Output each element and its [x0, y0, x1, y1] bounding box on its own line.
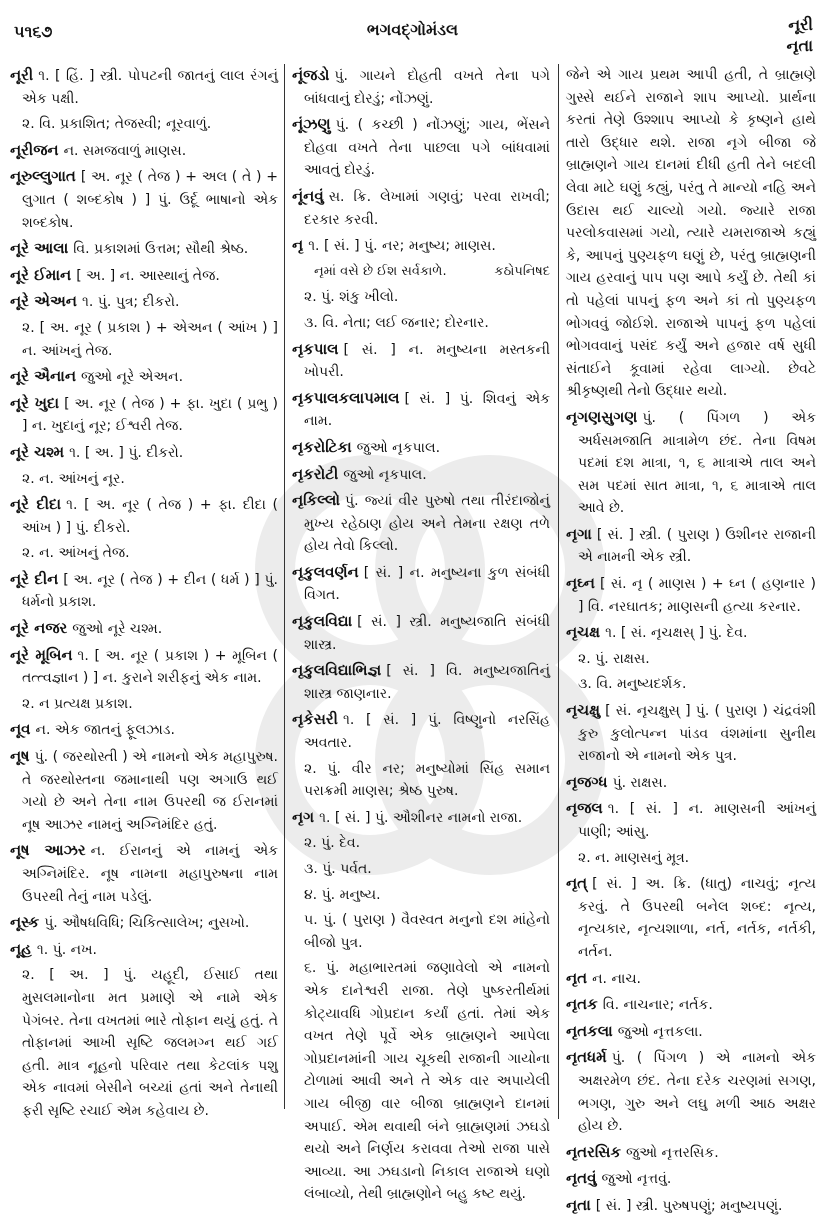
- headword: નૃકુલવિદ્યા: [292, 612, 353, 631]
- definition-text: ૪. પું. મનુષ્ય.: [304, 886, 381, 903]
- definition-text: ૫. પું. ( પુરાણ ) વૈવસ્વત મનુનો દશ માંહેનો બીજો પુત્ર.: [304, 912, 550, 951]
- definition-text: ૧. [ સં. ] ન. માણસની આંખનું પાણી; આંસુ.: [578, 801, 816, 840]
- definition-text: જુઓ નૃત્તવું.: [601, 1171, 672, 1188]
- dictionary-entry: [10, 290, 278, 314]
- entry-sense: [292, 884, 550, 907]
- headword: નૂરે ઐનાન: [10, 367, 77, 386]
- definition-text: ૨. પું. દેવ.: [304, 835, 361, 852]
- column-divider: [558, 64, 559, 1119]
- definition-text: જુઓ નૂરે એઅન.: [81, 369, 184, 386]
- definition-text: વિ. પ્રકાશમાં ઉત્તમ; સૌથી શ્રેષ્ઠ.: [73, 241, 249, 258]
- headword: નૂહ: [10, 939, 32, 958]
- dictionary-entry: [10, 839, 278, 908]
- definition-text: ૧. [ સં. ] પું. ઔશીનર નામનો રાજા.: [319, 809, 523, 826]
- headword: નૂંઝણુ: [292, 115, 331, 134]
- dictionary-entry: [10, 365, 278, 389]
- headword: નૃકેસરી: [292, 710, 338, 729]
- definition-text: ન. નાચ.: [592, 970, 641, 987]
- dictionary-entry: [292, 659, 550, 705]
- definition-text: પું. ( કચ્છી ) નોંઝણું; ગાય, ભેંસને દોહવા વખતે તેના પાછલા પગે બાંધવામાં આવતું દોરડું.: [304, 117, 550, 179]
- definition-text: ૨. ન. આંખનું તેજ.: [22, 545, 130, 562]
- headword: નૃગણસુગણ: [566, 407, 638, 426]
- definition-text: પું. રાક્ષસ.: [612, 774, 668, 791]
- definition-text: ૨. ન પ્રત્યક્ષ પ્રકાશ.: [22, 695, 133, 712]
- entry-sense: [292, 909, 550, 954]
- headword: નૂરે આલા: [10, 239, 69, 258]
- quotation-text: નૃમાં વસે છે ઈશ સર્વકાળે.: [314, 263, 447, 279]
- definition-text: ૨. ન. માણસનું મૂત્ર.: [578, 849, 690, 866]
- dictionary-entry: [10, 644, 278, 690]
- entry-sense: [292, 286, 550, 309]
- definition-text: પું. ( પિંગળ ) એક અર્ધસમજાતિ માત્રામેળ છંદ. તેના વિષમ પદમાં દશ માત્રા, ૧, ૬ માત્રાએ તાલ અને સમ પદમાં સાત માત્રા, ૧, ૬ માત્રાએ તાલ આવે છે.: [578, 409, 816, 517]
- dictionary-entry: [566, 1167, 816, 1191]
- dictionary-entry: [292, 463, 550, 487]
- headword: નૃચક્ષ: [566, 623, 601, 642]
- dictionary-entry: [10, 441, 278, 465]
- definition-text: ૬. પું. મહાભારતમાં જણાવેલો એ નામનો એક દાનેશ્વરી રાજા. તેણે પુષ્કરતીર્થમાં કોટ્યાવધિ ગોપ્રદાન કર્યાં હતાં. તેમાં એક વખત તેણે પૂર્વે એક બ્રાહ્મણને આપેલા ગોપ્રદાનમાંની ગાય ચૂકથી રાજાની ગાયોના ટોળામાં આવી અને તે એક વાર અપાયેલી ગાય બીજી વાર બીજા બ્રાહ્મણને દાનમાં અપાઈ. એમ થવાથી બંને બ્રાહ્મણમાં ઝઘડો થયો અને નિર્ણય કરાવવા તેઓ રાજા પાસે આવ્યા. આ ઝઘડાનો નિકાલ રાજાએ ઘણો લંબાવ્યો, તેથી બ્રાહ્મણોને બહુ કષ્ટ થયું.: [304, 960, 550, 1203]
- headword: નૃકપાલકલાપમાલ: [292, 388, 400, 407]
- definition-text: [ સં. નૃ ( માણસ ) + ઘ્ન ( હણનાર ) ] વિ. નરઘાતક; માણસની હત્યા કરનાર.: [578, 576, 816, 615]
- dictionary-entry: [292, 436, 550, 460]
- headword: નૃતરસિક: [566, 1142, 622, 1161]
- definition-text: ૨. ન. આંખનું નૂર.: [22, 470, 125, 487]
- definition-text: ૨. પું. રાક્ષસ.: [578, 650, 650, 667]
- entry-sense: [292, 858, 550, 881]
- quotation-source: કઠોપનિષદ: [494, 263, 550, 279]
- definition-text: ૨. પું. શંકુ ખીલો.: [304, 289, 399, 306]
- dictionary-entry: [566, 1020, 816, 1044]
- dictionary-entry: [292, 489, 550, 558]
- headword: નૃકરોટિકા: [292, 437, 352, 456]
- dictionary-entry: [292, 387, 550, 433]
- dictionary-entry: [10, 617, 278, 641]
- headword: નૃતા: [566, 1195, 591, 1214]
- dictionary-entry: [10, 237, 278, 261]
- definition-text: [ સં. ] સ્ત્રી. મનુષ્યજાતિ સંબંધી શાસ્ત્ર.: [304, 614, 550, 653]
- definition-text: ૧. [ સં. ] પું. નર; મનુષ્ય; માણસ.: [308, 238, 496, 255]
- headword: નૂરે મૂબિન: [10, 645, 73, 664]
- headword: નૃતકલા: [566, 1021, 613, 1040]
- headword: નૂસ્ક: [10, 913, 40, 932]
- dictionary-entry: [566, 872, 816, 963]
- dictionary-entry: [292, 185, 550, 231]
- headword: નૂરે ઈમાન: [10, 265, 72, 284]
- definition-text: ૧. [ હિં. ] સ્ત્રી. પોપટની જાતનું લાલ રંગનું એક પક્ષી.: [22, 68, 278, 107]
- headword: નૃગા: [566, 524, 592, 543]
- headword: નૂરે દીન: [10, 569, 59, 588]
- headword: નૂવ: [10, 720, 31, 739]
- entry-continuation: [566, 64, 816, 403]
- guide-word-first: નૂરી: [788, 15, 813, 34]
- definition-text: [ અ. નૂર ( તેજ ) + ફા. ખુદા ( પ્રભુ ) ] ન. ખુદાનું નૂર; ઈશ્વરી તેજ.: [22, 395, 278, 435]
- headword: નૂંજડો: [292, 66, 330, 84]
- definition-text: ૧. [ સં. નૃચક્ષસ્ ] પું. દેવ.: [605, 625, 748, 642]
- definition-text: ૩. પું. પર્વત.: [304, 861, 372, 877]
- column-1: [10, 64, 278, 1126]
- dictionary-entry: [292, 610, 550, 656]
- entry-sense: [292, 832, 550, 855]
- definition-text: પું. ઔષધવિધિ; ચિકિત્સાલેખ; નુસખો.: [44, 915, 250, 932]
- definition-text: જુઓ નૂરે ચશ્મ.: [72, 621, 163, 638]
- headword: નૂરે એઅન: [10, 292, 77, 311]
- definition-text: [ સં. નૃચક્ષુસ્ ] પું. ( પુરાણ ) ચંદ્રવંશી કુરુ કુલોત્પન્ન પાંડવ વંશમાંના સુનીથ રાજાનો એ નામનો એક પુત્ર.: [578, 703, 816, 765]
- entry-sense: [10, 317, 278, 362]
- headword: નૃતવું: [566, 1169, 597, 1188]
- entry-sense: [10, 468, 278, 491]
- dictionary-entry: [292, 338, 550, 384]
- dictionary-entry: [292, 806, 550, 830]
- definition-text: ૧. પું. પુત્ર; દીકરો.: [81, 294, 180, 311]
- entry-sense: [10, 113, 278, 136]
- headword: નૃકરોટી: [292, 464, 339, 483]
- headword: નૃત્: [566, 874, 588, 893]
- headword: નૃજગ્ધ: [566, 772, 608, 791]
- dictionary-entry: [10, 938, 278, 962]
- dictionary-entry: [10, 911, 278, 935]
- definition-text: ૧. [ અ. નૂર ( તેજ ) + ફા. દીદા ( આંખ ) ] પું. દીકરો.: [22, 497, 278, 536]
- headword: નૂરે ખુદા: [10, 393, 60, 412]
- definition-text: પું. જ્યાં વીર પુરુષો તથા તીરંદાજોનું મુખ્ય રહેઠાણ હોય અને તેમના રક્ષણ તળે હોય તેવો કિલ્લો.: [304, 493, 550, 555]
- entry-sense: [292, 312, 550, 335]
- column-divider: [284, 64, 285, 1109]
- headword: નૃતક: [566, 995, 598, 1014]
- definition-text: સ. ક્રિ. લેખામાં ગણવું; પરવા રાખવી; દરકાર કરવી.: [304, 188, 550, 228]
- guide-words: [787, 14, 813, 56]
- definition-text: [ સં. ] ન. મનુષ્યના કુળ સંબંધી વિગત.: [304, 564, 550, 604]
- entry-sense: [10, 964, 278, 1122]
- dictionary-entry: [566, 523, 816, 569]
- dictionary-entry: [566, 993, 816, 1017]
- headword: નૂરીજન: [10, 140, 59, 159]
- entry-sense: [292, 957, 550, 1206]
- dictionary-entry: [566, 1141, 816, 1165]
- definition-text: ન. ઈરાનનું એ નામનું એક અગ્નિમંદિર. નૂષ નામના મહાપુરુષના નામ ઉપરથી તેનું નામ પડેલું.: [22, 843, 278, 905]
- definition-text: ૩. વિ. નેતા; લઈ જનાર; દોરનાર.: [304, 314, 489, 331]
- definition-text: ૧. [ અ. નૂર ( પ્રકાશ ) + મૂબિન ( તત્ત્વજ્ઞાન ) ] ન. કુરાને શરીફનું એક નામ.: [22, 647, 278, 687]
- definition-text: ન. સમજવાળું માણસ.: [63, 142, 187, 159]
- headword: નૂરુલ્લુગાત: [10, 167, 76, 186]
- headword: નૃકપાલ: [292, 339, 339, 358]
- dictionary-entry: [566, 1046, 816, 1137]
- definition-text: પું. ( પિંગળ ) એ નામનો એક અક્ષરમેળ છંદ. તેના દરેક ચરણમાં સગણ, ભગણ, ગુરુ અને લઘુ મળી આઠ અક્ષર હોય છે.: [578, 1050, 816, 1135]
- definition-text: [ સં. ] પું. શિવનું એક નામ.: [304, 390, 550, 430]
- definition-text: ૧. પું. નખ.: [36, 941, 97, 958]
- headword: નૃગ: [292, 807, 315, 826]
- headword: નૂંનવું: [292, 186, 324, 205]
- headword: નૃકુલવિદ્યાભિજ્ઞ: [292, 661, 382, 680]
- column-2: [292, 64, 550, 1209]
- dictionary-entry: [292, 561, 550, 607]
- dictionary-entry: [566, 699, 816, 768]
- definition-text: વિ. નાચનાર; નર્તક.: [602, 997, 713, 1014]
- headword: નૂરે નજર: [10, 619, 68, 638]
- headword: નૂરી: [10, 66, 34, 84]
- headword: નૂરે દીદા: [10, 495, 62, 514]
- definition-text: [ સં. ] વિ. મનુષ્યજાતિનું શાસ્ત્ર જાણનાર.: [304, 663, 550, 702]
- dictionary-entry: [292, 64, 550, 110]
- definition-text: જુઓ નૃત્તકલા.: [617, 1023, 703, 1040]
- dictionary-entry: [10, 745, 278, 836]
- definition-text: ૩. વિ. મનુષ્યદર્શક.: [578, 676, 687, 693]
- definition-text: ૨. [ અ. ] પું. યહૂદી, ઈસાઈ તથા મુસલમાનોના મત પ્રમાણે એ નામે એક પેગંબર. તેના વખતમાં ભારે તોફાન થયું હતું. તે તોફાનમાં આખી સૃષ્ટિ જલમગ્ન થઈ ગઈ હતી. માત્ર નૂહનો પરિવાર તથા કેટલાંક પશુ એક નાવમાં બેસીને બચ્યાં હતાં અને તેનાથી ફરી સૃષ્ટિ રચાઈ એમ કહેવાય છે.: [22, 967, 278, 1119]
- dictionary-entry: [566, 621, 816, 645]
- guide-word-last: નૃતા: [786, 36, 813, 55]
- definition-text: ૨. [ અ. નૂર ( પ્રકાશ ) + એઅન ( આંખ ) ] ન. આંખનું તેજ.: [22, 319, 278, 359]
- definition-text: [ સં. ] સ્ત્રી. ( પુરાણ ) ઉશીનર રાજાની એ નામની એક સ્ત્રી.: [578, 526, 816, 566]
- dictionary-entry: [10, 568, 278, 614]
- definition-text: જેને એ ગાય પ્રથમ આપી હતી, તે બ્રાહ્મણે ગુસ્સે થઈને રાજાને શાપ આપ્યો. પ્રાર્થના કરતાં તેણે ઉશ્શાપ આપ્યો કે કૃષ્ણને હાથે તારો ઉદ્ધાર થશે. રાજા નૃગે બીજા જે બ્રાહ્મણને ગાય દાનમાં દીધી હતી તેને બદલી લેવા માટે ઘણું કહ્યું, પરંતુ તે માન્યો નહિ અને ઉદાસ થઈ ચાલ્યો ગયો. જ્યારે રાજા પરલોકવાસમાં ગયો, ત્યારે યમરાજાએ કહ્યું કે, આપનું પુણ્યફળ ઘણું છે, પરંતુ બ્રાહ્મણની ગાય હરવાનું પાપ પણ આપે કર્યું છે. તેથી કાં તો પહેલાં પાપનું ફળ અને કાં તો પુણ્યફળ ભોગવવું જોઈશે. રાજાએ પાપનું ફળ પહેલાં ભોગવવાનું પસંદ કર્યું અને હજાર વર્ષ સુધી સંતાઈને કૂવામાં રહેવા લાગ્યો. છેવટે શ્રીકૃષ્ણથી તેનો ઉદ્ધાર થયો.: [566, 67, 816, 400]
- quotation: [292, 261, 550, 284]
- running-title: ભગવદ્ગોમંડલ: [366, 20, 459, 39]
- definition-text: [ સં. ] ન. મનુષ્યના મસ્તકની ખોપરી.: [304, 341, 550, 381]
- dictionary-entry: [566, 1194, 816, 1218]
- definition-text: [ સં. ] સ્ત્રી. પુરુષપણું; મનુષ્યપણું.: [595, 1197, 783, 1214]
- definition-text: પું. ( જરથોસ્તી ) એ નામનો એક મહાપુરુષ. તે જરથોસ્તના જમાનાથી પણ અગાઉ થઈ ગયો છે અને તેના નામ ઉપરથી જ ઈરાનમાં નૂષ આઝર નામનું અગ્નિમંદિર હતું.: [22, 749, 278, 833]
- dictionary-entry: [292, 234, 550, 258]
- definition-text: [ અ. નૂર ( તેજ ) + દીન ( ધર્મ ) ] પું. ધર્મનો પ્રકાશ.: [22, 571, 278, 611]
- headword: નૃત: [566, 968, 588, 987]
- definition-text: જુઓ નૃત્તરસિક.: [626, 1144, 719, 1161]
- headword: નૂષ આઝર: [10, 841, 86, 860]
- definition-text: [ અ. નૂર ( તેજ ) + અલ ( તે ) + લુગાત ( શબ્દકોષ ) ] પું. ઉર્દૂ ભાષાનો એક શબ્દકોષ.: [22, 169, 278, 231]
- entry-sense: [566, 847, 816, 870]
- headword: નૃતધર્મ: [566, 1048, 607, 1067]
- definition-text: ૨. પું. વીર નર; મનુષ્યોમાં સિંહ સમાન પરાક્રમી માણસ; શ્રેષ્ઠ પુરુષ.: [304, 760, 550, 800]
- entry-sense: [10, 542, 278, 565]
- entry-sense: [566, 648, 816, 671]
- entry-sense: [292, 758, 550, 803]
- dictionary-entry: [566, 406, 816, 520]
- definition-text: [ સં. ] અ. ક્રિ. (ધાતુ) નાચવું; નૃત્ય કરવું. તે ઉપરથી બનેલ શબ્દ: નૃત્ય, નૃત્યકાર, નૃત્યશાળા, નર્ત, નર્તક, નર્તકી, નર્તન.: [578, 876, 816, 960]
- dictionary-entry: [292, 113, 550, 182]
- dictionary-entry: [10, 165, 278, 234]
- definition-text: ૨. વિ. પ્રકાશિત; તેજસ્વી; નૂરવાળું.: [22, 116, 212, 133]
- dictionary-entry: [566, 967, 816, 991]
- dictionary-entry: [566, 771, 816, 795]
- definition-text: ૧. [ સં. ] પું. વિષ્ણુનો નરસિંહ અવતાર.: [304, 712, 550, 752]
- headword: નૃઘ્ન: [566, 574, 595, 593]
- column-3: [566, 64, 816, 1221]
- headword: નૃચક્ષુ: [566, 701, 601, 720]
- headword: નૃકુલવર્ણન: [292, 562, 359, 581]
- dictionary-entry: [292, 708, 550, 754]
- headword: નૂરે ચશ્મ: [10, 442, 65, 461]
- headword: નૃકિલ્લો: [292, 491, 341, 510]
- dictionary-entry: [10, 392, 278, 438]
- dictionary-entry: [10, 139, 278, 163]
- headword: નૃજલ: [566, 799, 603, 818]
- page-number: ૫૧૬૭: [14, 22, 53, 41]
- definition-text: જુઓ નૃકપાલ.: [343, 466, 427, 483]
- dictionary-entry: [566, 797, 816, 843]
- headword: નૃ: [292, 236, 304, 255]
- definition-text: ૧. [ અ. ] પું. દીકરો.: [69, 444, 184, 461]
- headword: નૂષ: [10, 747, 30, 766]
- definition-text: [ અ. ] ન. આસ્થાનું તેજ.: [76, 267, 220, 284]
- dictionary-entry: [10, 64, 278, 110]
- dictionary-entry: [10, 264, 278, 288]
- dictionary-entry: [10, 493, 278, 539]
- dictionary-entry: [566, 572, 816, 618]
- definition-text: ન. એક જાતનું ફૂલઝાડ.: [35, 722, 175, 739]
- definition-text: પું. ગાયને દોહતી વખતે તેના પગે બાંધવાનું દોરડું; નોંઝણું.: [304, 68, 550, 107]
- entry-sense: [10, 693, 278, 716]
- dictionary-entry: [10, 718, 278, 742]
- entry-sense: [566, 673, 816, 696]
- definition-text: જુઓ નૃકપાલ.: [356, 439, 441, 456]
